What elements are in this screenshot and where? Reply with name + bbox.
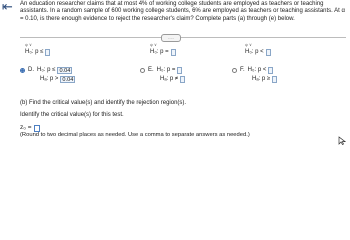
option-greek-label: ψ ∨ xyxy=(150,42,157,47)
option-e-letter: E. xyxy=(148,67,154,73)
option-e-alt-value[interactable] xyxy=(180,76,185,83)
option-hypothesis-null: H₀: p < xyxy=(245,49,264,55)
option-e-null-value[interactable] xyxy=(177,67,182,74)
option-greek-label: ψ ∨ xyxy=(25,42,32,47)
option-a-fragment xyxy=(25,42,50,57)
divider xyxy=(20,37,346,38)
option-value-box[interactable] xyxy=(266,49,271,56)
option-f-null-value[interactable] xyxy=(268,67,273,74)
option-hypothesis-null: H₀: p = xyxy=(150,49,169,55)
option-e-fragment xyxy=(245,42,271,57)
option-value-box[interactable] xyxy=(45,49,50,56)
part-b-heading: (b) Find the critical value(s) and identify the rejection region(s). xyxy=(20,100,187,106)
option-f-null-hypothesis: H₀: p < xyxy=(247,67,267,73)
critical-value-input[interactable] xyxy=(34,125,40,132)
question-text: An education researcher claims that at most 4% of working college students are employed as teachers or teaching assistants. In a random sample of 600 working college students, 6% are employed as teachers or teaching assistants. At α = 0.10, is there enough evidence to reject the researcher's claim? Complete parts (a) through (e) below. xyxy=(20,1,345,22)
option-e-null-hypothesis: H₀: p = xyxy=(156,67,176,73)
mouse-pointer-icon xyxy=(338,136,346,147)
option-d-radio[interactable] xyxy=(20,68,25,73)
back-arrow-icon[interactable]: ⇤ xyxy=(2,0,13,15)
option-f-alt-hypothesis: Hₐ: p ≥ xyxy=(252,76,271,82)
part-b-instruction: Identify the critical value(s) for this test. xyxy=(20,112,124,118)
option-hypothesis-null: H₀: p ≤ xyxy=(25,49,44,55)
option-f[interactable] xyxy=(232,66,277,84)
show-more-button[interactable]: ..... xyxy=(161,34,181,42)
option-f-alt-value[interactable] xyxy=(272,76,277,83)
rounding-note: (Round to two decimal places as needed. Use a comma to separate answers as needed.) xyxy=(20,132,250,138)
option-e-alt-hypothesis: Hₐ: p ≠ xyxy=(160,76,179,82)
option-d-alt-hypothesis: Hₐ: p > xyxy=(40,76,59,82)
critical-value-row xyxy=(20,124,40,132)
option-f-letter: F. xyxy=(240,67,245,73)
critical-value-label: z₀ = xyxy=(20,124,32,131)
option-d-alt-value[interactable]: 0.04 xyxy=(62,77,74,83)
option-e-radio[interactable] xyxy=(140,68,145,73)
option-greek-label: ψ ∨ xyxy=(245,42,252,47)
option-d-null-hypothesis: H₀: p ≤ xyxy=(37,67,56,73)
option-d-null-value[interactable]: 0.04 xyxy=(59,68,71,74)
option-f-radio[interactable] xyxy=(232,68,237,73)
option-c-fragment xyxy=(150,42,176,57)
option-value-box[interactable] xyxy=(171,49,176,56)
option-d[interactable] xyxy=(20,66,75,84)
option-d-letter: D. xyxy=(28,67,34,73)
option-e[interactable] xyxy=(140,66,185,84)
